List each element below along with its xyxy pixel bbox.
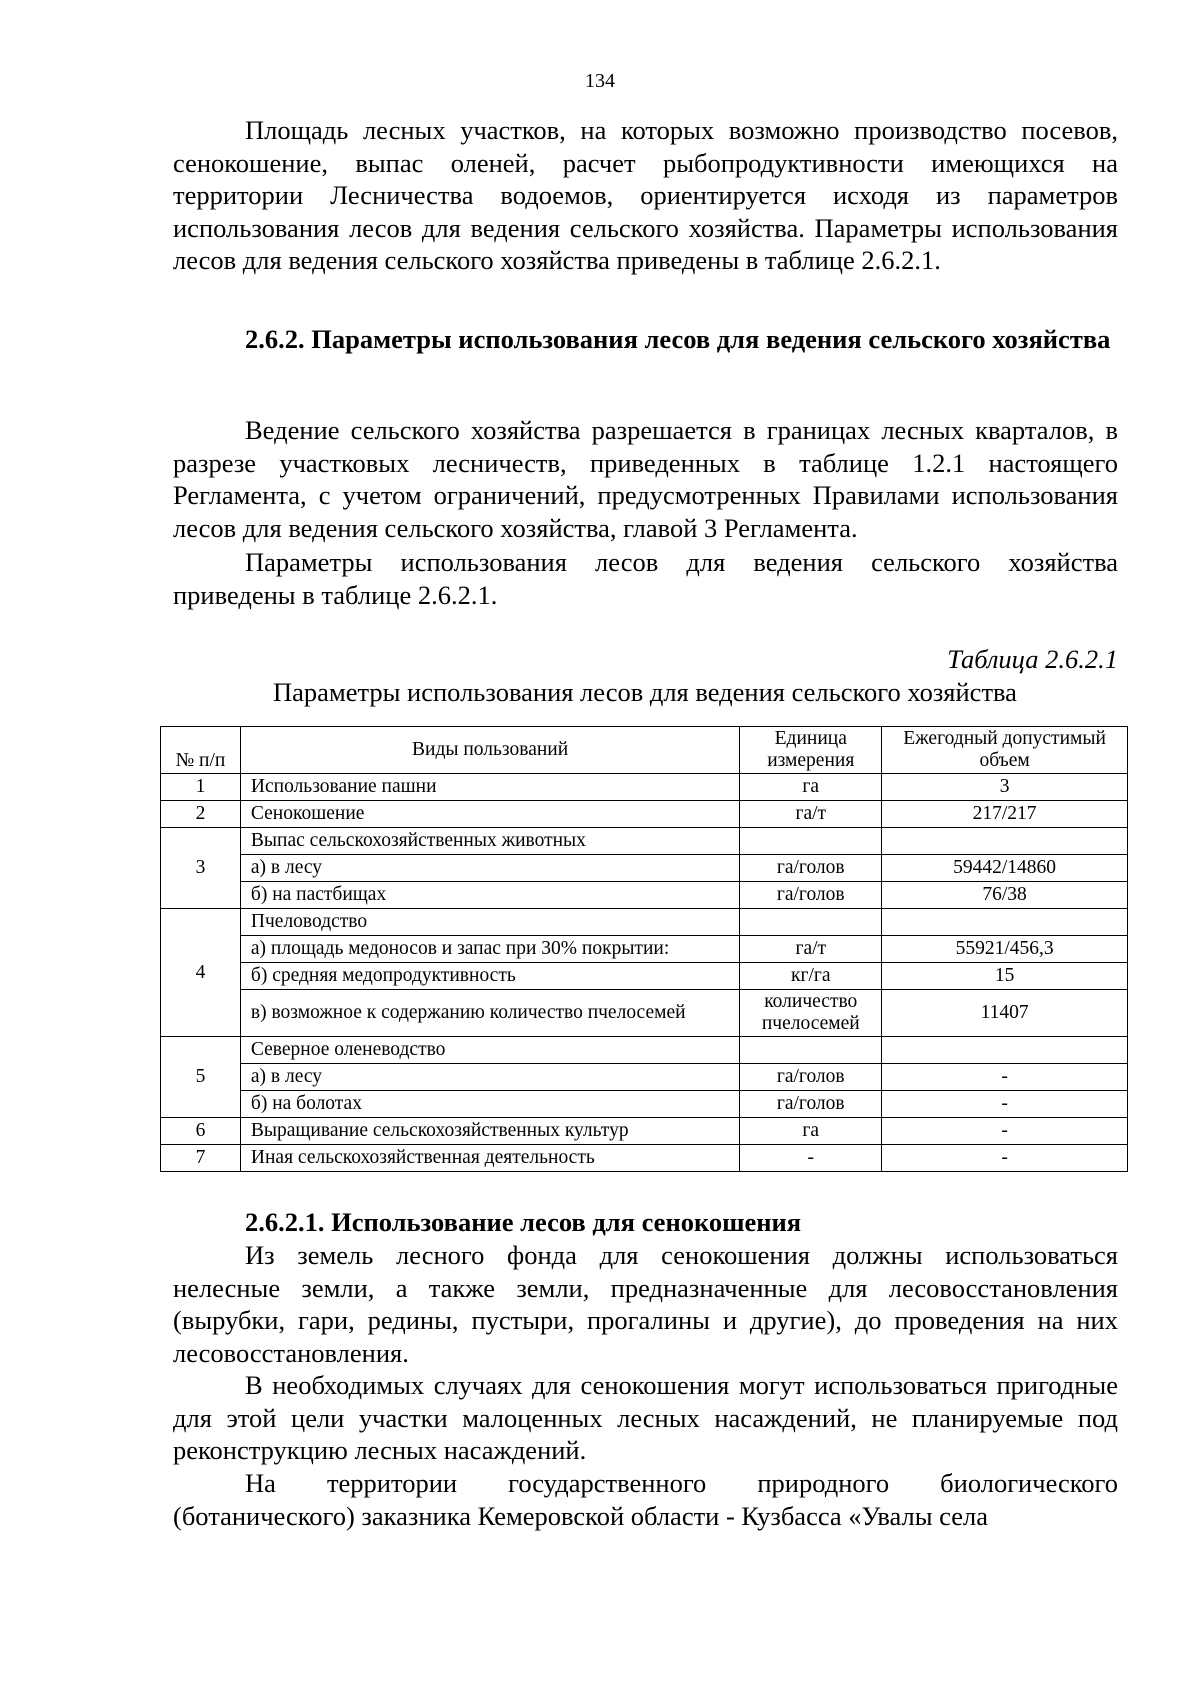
table-row <box>161 855 1128 882</box>
row-unit: га <box>740 1118 882 1145</box>
table-row <box>161 1118 1128 1145</box>
row-volume <box>882 1037 1128 1064</box>
row-type: б) на пастбищах <box>240 882 739 909</box>
row-type: а) в лесу <box>240 855 739 882</box>
page-number: 134 <box>585 70 615 92</box>
table-row <box>161 828 1128 855</box>
row-type: Выпас сельскохозяйственных животных <box>240 828 739 855</box>
table-row <box>161 909 1128 936</box>
table-row <box>161 936 1128 963</box>
row-num: 4 <box>161 909 241 1037</box>
row-volume: 15 <box>882 963 1128 990</box>
table-row <box>161 963 1128 990</box>
row-volume: 217/217 <box>882 801 1128 828</box>
row-type: в) возможное к содержанию количество пчелосемей <box>240 990 739 1037</box>
row-type: а) площадь медоносов и запас при 30% покрытии: <box>240 936 739 963</box>
row-volume: - <box>882 1145 1128 1172</box>
row-type: б) на болотах <box>240 1091 739 1118</box>
subsection-paragraph-2: В необходимых случаях для сенокошения могут использоваться пригодные для этой цели участки малоценных лесных насаждений, не планируемые под реконструкцию лесных насаждений. <box>173 1370 1118 1465</box>
subsection-paragraph-3: На территории государственного природного биологического (ботанического) заказника Кемеровской области - Кузбасса «Увалы села <box>173 1468 1118 1531</box>
table-row <box>161 774 1128 801</box>
table-row <box>161 1064 1128 1091</box>
section-paragraph-2: Параметры использования лесов для ведения сельского хозяйства приведены в таблице 2.6.2.1. <box>173 547 1118 610</box>
row-volume: - <box>882 1091 1128 1118</box>
row-volume <box>882 909 1128 936</box>
row-unit: га/голов <box>740 1091 882 1118</box>
row-volume: - <box>882 1118 1128 1145</box>
row-unit <box>740 909 882 936</box>
subsection-paragraph-1: Из земель лесного фонда для сенокошения должны использоваться нелесные земли, а также земли, предназначенные для лесовосстановления (вырубки, гари, редины, пустыри, прогалины и другие), до проведения на них лесовосстановления. <box>173 1240 1118 1368</box>
table-row <box>161 990 1128 1037</box>
row-num: 3 <box>161 828 241 909</box>
row-type: Иная сельскохозяйственная деятельность <box>240 1145 739 1172</box>
table-row <box>161 1037 1128 1064</box>
row-type: Северное оленеводство <box>240 1037 739 1064</box>
row-num: 6 <box>161 1118 241 1145</box>
row-num: 2 <box>161 801 241 828</box>
row-volume: - <box>882 1064 1128 1091</box>
header-num: № п/п <box>161 727 241 774</box>
row-unit: - <box>740 1145 882 1172</box>
row-volume: 59442/14860 <box>882 855 1128 882</box>
intro-paragraph: Площадь лесных участков, на которых возможно производство посевов, сенокошение, выпас оленей, расчет рыбопродуктивности имеющихся на территории Лесничества водоемов, ориентируется исходя из параметров использования лесов для ведения сельского хозяйства. Параметры использования лесов для ведения сельского хозяйства приведены в таблице 2.6.2.1. <box>173 115 1118 275</box>
section-heading-2-6-2: 2.6.2. Параметры использования лесов для ведения сельского хозяйства <box>245 324 1111 354</box>
row-unit <box>740 828 882 855</box>
header-type: Виды пользований <box>240 727 739 774</box>
row-unit <box>740 1037 882 1064</box>
row-volume <box>882 828 1128 855</box>
row-unit: га/т <box>740 801 882 828</box>
row-unit: га/т <box>740 936 882 963</box>
table-row <box>161 1145 1128 1172</box>
table-caption: Параметры использования лесов для ведения сельского хозяйства <box>273 677 1017 707</box>
row-volume: 11407 <box>882 990 1128 1037</box>
row-unit: га/голов <box>740 882 882 909</box>
table-row <box>161 1091 1128 1118</box>
row-num: 5 <box>161 1037 241 1118</box>
header-unit: Единица измерения <box>740 727 882 774</box>
header-volume: Ежегодный допустимый объем <box>882 727 1128 774</box>
section-heading-2-6-2-1: 2.6.2.1. Использование лесов для сенокошения <box>245 1207 802 1237</box>
row-unit: га <box>740 774 882 801</box>
table-label: Таблица 2.6.2.1 <box>947 644 1118 674</box>
row-type: Выращивание сельскохозяйственных культур <box>240 1118 739 1145</box>
parameters-table <box>160 726 1128 1172</box>
row-unit: га/голов <box>740 855 882 882</box>
row-volume: 55921/456,3 <box>882 936 1128 963</box>
table-row <box>161 882 1128 909</box>
row-unit: га/голов <box>740 1064 882 1091</box>
row-type: Пчеловодство <box>240 909 739 936</box>
row-volume: 3 <box>882 774 1128 801</box>
row-num: 7 <box>161 1145 241 1172</box>
section-paragraph-1: Ведение сельского хозяйства разрешается в границах лесных кварталов, в разрезе участковых лесничеств, приведенных в таблице 1.2.1 настоящего Регламента, с учетом ограничений, предусмотренных Правилами использования лесов для ведения сельского хозяйства, главой 3 Регламента. <box>173 415 1118 543</box>
row-type: Сенокошение <box>240 801 739 828</box>
row-unit: количество пчелосемей <box>740 990 882 1037</box>
table-row <box>161 801 1128 828</box>
row-unit: кг/га <box>740 963 882 990</box>
table-header-row <box>161 727 1128 774</box>
row-num: 1 <box>161 774 241 801</box>
row-type: а) в лесу <box>240 1064 739 1091</box>
row-type: Использование пашни <box>240 774 739 801</box>
row-volume: 76/38 <box>882 882 1128 909</box>
row-type: б) средняя медопродуктивность <box>240 963 739 990</box>
